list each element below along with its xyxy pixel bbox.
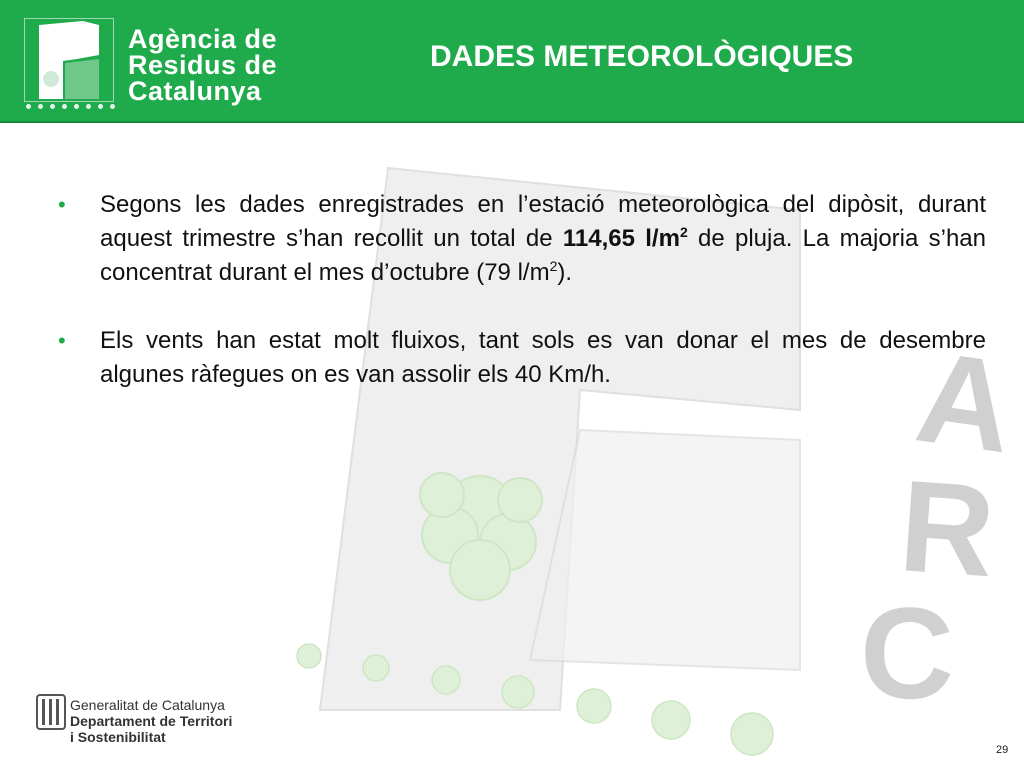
arc-logo: [24, 18, 114, 102]
watermark-letter-c: C: [860, 580, 954, 726]
text-segment: ).: [557, 259, 573, 286]
list-item: [58, 324, 986, 392]
footer-department: [70, 697, 232, 745]
bullet-marker: •: [58, 192, 66, 217]
bullet-text-rainfall: [100, 188, 986, 290]
agency-name: [128, 26, 277, 104]
page-number: 29: [996, 744, 1009, 756]
generalitat-logo-icon: [36, 694, 66, 732]
superscript: 2: [679, 224, 688, 240]
bullet-marker: •: [58, 328, 66, 353]
text-segment: de pluja. La majoria s’han concentrat durant el mes d’octubre (79 l/m: [100, 225, 986, 286]
footer-line: Generalitat de Catalunya: [70, 697, 225, 713]
text-segment: Segons les dades enregistrades en l’estació meteorològica del dipòsit, durant aquest trimestre s’han recollit un total de: [100, 191, 986, 252]
agency-name-line: Agència de: [128, 24, 278, 54]
bullet-text-wind: Els vents han estat molt fluixos, tant sols es van donar el mes de desembre algunes ràfegues on es van assolir els 40 Km/h.: [100, 327, 986, 388]
list-item: [58, 188, 986, 290]
agency-name-line: Catalunya: [128, 76, 262, 106]
header-bar: [0, 0, 1024, 123]
footer-line: i Sostenibilitat: [70, 729, 166, 745]
bullet-list: [58, 188, 986, 426]
logo-dots: [26, 104, 115, 109]
agency-name-line: Residus de: [128, 50, 278, 80]
watermark-letter-r: R: [895, 452, 1000, 605]
superscript: 2: [549, 258, 558, 274]
rainfall-total: 114,65 l/m: [562, 225, 680, 252]
watermark-letter-a: A: [908, 322, 1022, 481]
footer-line: Departament de Territori: [70, 713, 233, 729]
slide-title: DADES METEOROLÒGIQUES: [430, 40, 854, 73]
